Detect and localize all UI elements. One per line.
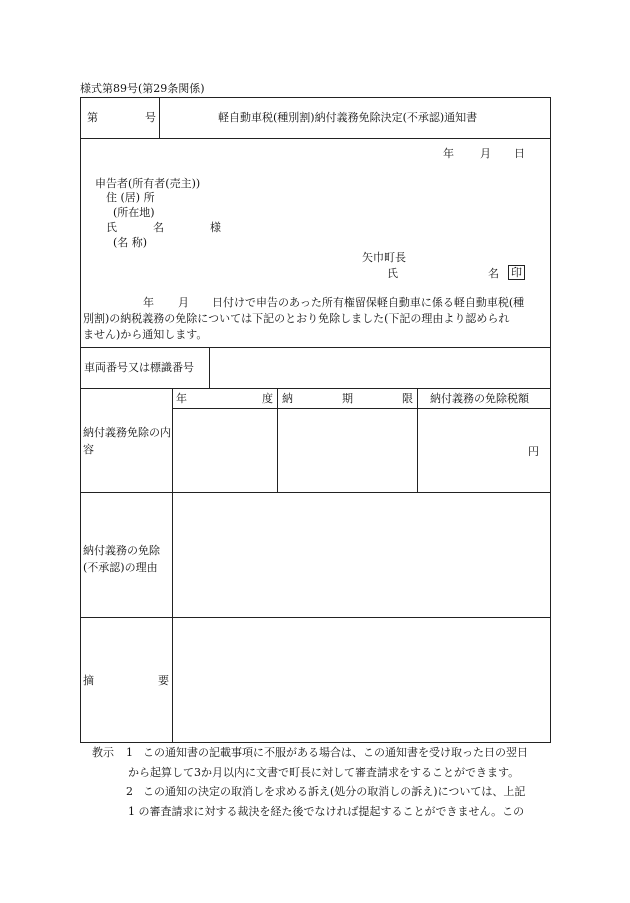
date-year: 年 bbox=[443, 147, 454, 160]
divider bbox=[80, 617, 551, 618]
divider bbox=[80, 492, 551, 493]
notice-line1: 日付けで申告のあった所有権留保軽自動車に係る軽自動車税(種 bbox=[212, 296, 525, 309]
instruction-2-number: 2 bbox=[126, 785, 133, 798]
yen-unit: 円 bbox=[528, 445, 539, 458]
issuer-name-b: 名 bbox=[488, 267, 499, 280]
issuer-title: 矢巾町長 bbox=[362, 251, 406, 264]
notice-year: 年 bbox=[143, 296, 154, 309]
divider bbox=[172, 388, 173, 743]
declarant-label: 申告者(所有者(売主)) bbox=[95, 177, 201, 190]
divider bbox=[417, 388, 418, 492]
instruction-1-line1: この通知書の記載事項に不服がある場合は、この通知書を受け取った日の翌日 bbox=[143, 746, 528, 759]
declarant-location: (所在地) bbox=[113, 206, 155, 219]
number-prefix: 第 bbox=[87, 111, 98, 124]
form-label: 様式第89号(第29条関係) bbox=[80, 82, 205, 95]
col-term-b: 期 bbox=[342, 392, 353, 405]
declarant-company: (名 称) bbox=[113, 236, 148, 249]
col-amount: 納付義務の免除税額 bbox=[430, 392, 529, 405]
remarks-label-a: 摘 bbox=[83, 674, 94, 687]
instructions-label: 教示 bbox=[92, 746, 114, 759]
divider bbox=[209, 347, 210, 388]
date-month: 月 bbox=[480, 147, 491, 160]
issuer-name-a: 氏 bbox=[387, 267, 398, 280]
vehicle-number-label: 車両番号又は標識番号 bbox=[84, 361, 194, 374]
divider bbox=[80, 347, 551, 348]
declarant-honorific: 様 bbox=[210, 221, 221, 234]
notice-line2: 別割)の納税義務の免除については下記のとおり免除しました(下記の理由より認められ bbox=[83, 312, 510, 325]
instruction-2-line2: 1 の審査請求に対する裁決を経た後でなければ提起することができません。この bbox=[128, 805, 525, 818]
declarant-name-b: 名 bbox=[153, 221, 164, 234]
col-term-a: 納 bbox=[282, 392, 293, 405]
notice-month: 月 bbox=[178, 296, 189, 309]
col-year-b: 度 bbox=[262, 392, 273, 405]
divider bbox=[80, 388, 551, 389]
exemption-reason-label: 納付義務の免除(不承認)の理由 bbox=[83, 544, 160, 574]
instruction-1-line2: から起算して3か月以内に文書で町長に対して審査請求をすることができます。 bbox=[128, 766, 520, 779]
remarks-label-b: 要 bbox=[158, 674, 169, 687]
notice-line3: ません)から通知します。 bbox=[83, 328, 208, 341]
divider bbox=[80, 138, 551, 139]
instruction-1-number: 1 bbox=[126, 746, 133, 759]
document-title: 軽自動車税(種別割)納付義務免除決定(不承認)通知書 bbox=[218, 111, 478, 124]
exemption-content-label: 納付義務免除の内容 bbox=[83, 426, 171, 456]
declarant-address: 住 (居) 所 bbox=[106, 191, 155, 204]
declarant-name-a: 氏 bbox=[106, 221, 117, 234]
instruction-2-line1: この通知の決定の取消しを求める訴え(処分の取消しの訴え)については、上記 bbox=[143, 785, 526, 798]
divider bbox=[172, 408, 551, 409]
col-term-c: 限 bbox=[402, 392, 413, 405]
date-day: 日 bbox=[514, 147, 525, 160]
divider bbox=[159, 97, 160, 138]
number-suffix: 号 bbox=[145, 111, 156, 124]
col-year-a: 年 bbox=[176, 392, 187, 405]
divider bbox=[277, 388, 278, 492]
seal-mark: 印 bbox=[508, 265, 525, 280]
